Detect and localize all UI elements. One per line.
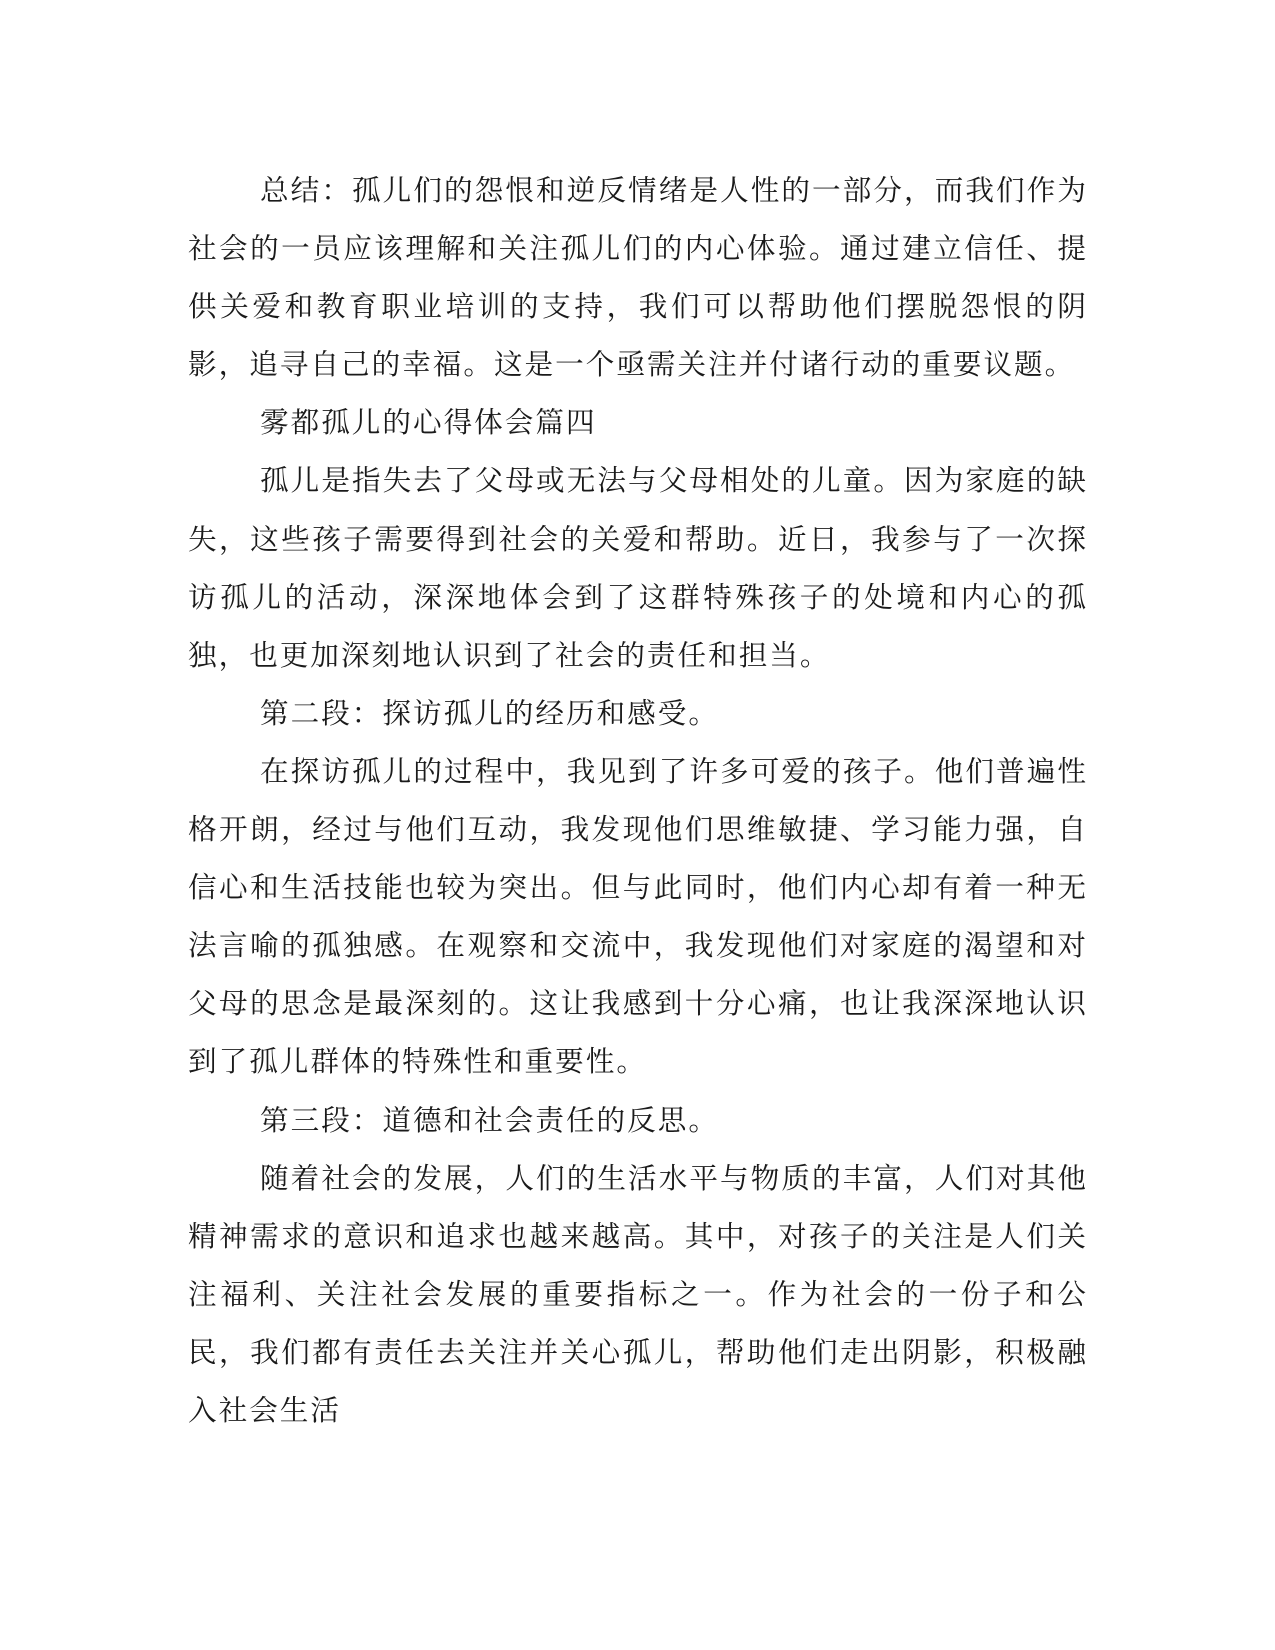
reflection-paragraph: 随着社会的发展，人们的生活水平与物质的丰富，人们对其他精神需求的意识和追求也越来越高。其中，对孩子的关注是人们关注福利、关注社会发展的重要指标之一。作为社会的一份子和公民，我们都有责任去关注并关心孤儿，帮助他们走出阴影，积极融入社会生活 <box>188 1160 1088 1427</box>
visit-experience-paragraph: 在探访孤儿的过程中，我见到了许多可爱的孩子。他们普遍性格开朗，经过与他们互动，我发现他们思维敏捷、学习能力强，自信心和生活技能也较为突出。但与此同时，他们内心却有着一种无法言喻的孤独感。在观察和交流中，我发现他们对家庭的渴望和对父母的思念是最深刻的。这让我感到十分心痛，也让我深深地认识到了孤儿群体的特殊性和重要性。 <box>188 753 1088 1079</box>
section-three-heading: 第三段：道德和社会责任的反思。 <box>260 1102 719 1137</box>
section-title: 雾都孤儿的心得体会篇四 <box>260 405 597 440</box>
section-two-heading: 第二段：探访孤儿的经历和感受。 <box>260 695 719 730</box>
document-body <box>188 161 1088 1439</box>
summary-paragraph: 总结：孤儿们的怨恨和逆反情绪是人性的一部分，而我们作为社会的一员应该理解和关注孤儿们的内心体验。通过建立信任、提供关爱和教育职业培训的支持，我们可以帮助他们摆脱怨恨的阴影，追寻自己的幸福。这是一个亟需关注并付诸行动的重要议题。 <box>188 173 1088 382</box>
intro-paragraph: 孤儿是指失去了父母或无法与父母相处的儿童。因为家庭的缺失，这些孩子需要得到社会的关爱和帮助。近日，我参与了一次探访孤儿的活动，深深地体会到了这群特殊孩子的处境和内心的孤独，也更加深刻地认识到了社会的责任和担当。 <box>188 463 1088 672</box>
